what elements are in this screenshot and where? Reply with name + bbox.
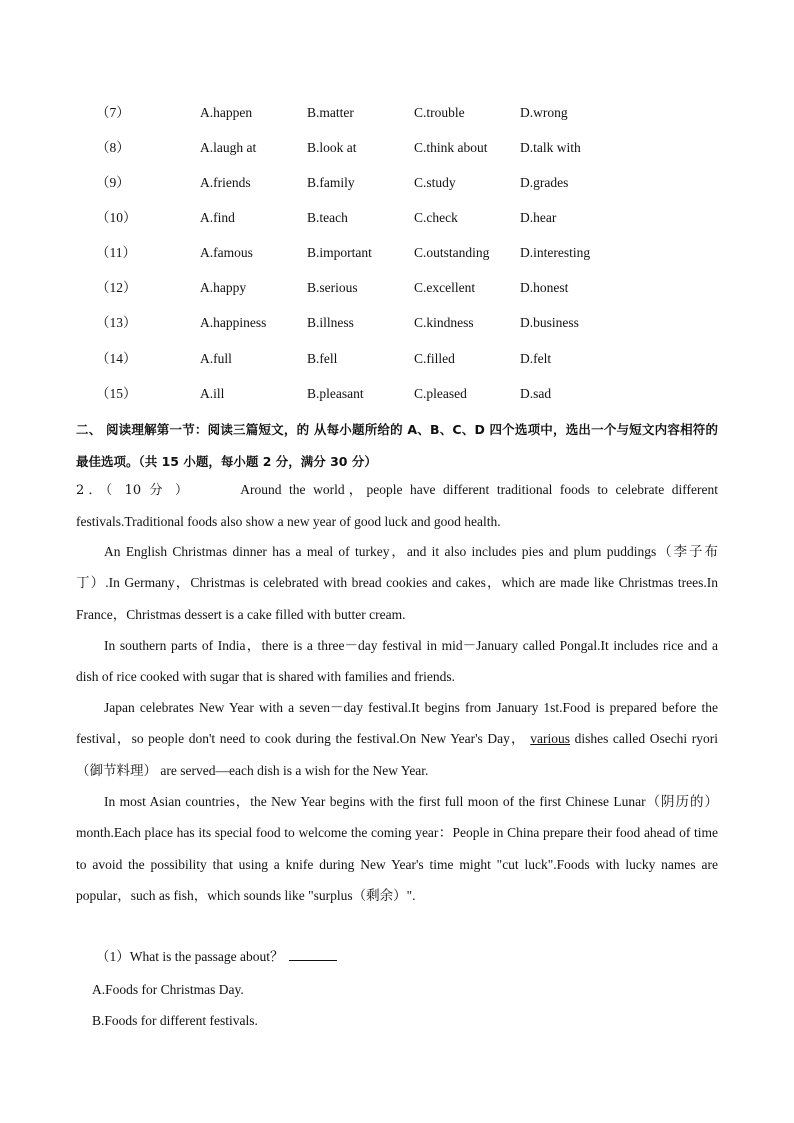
option-d: D.honest (520, 280, 569, 295)
option-row (0, 384, 794, 404)
option-row (0, 349, 794, 369)
option-row (0, 173, 794, 193)
option-c: C.study (414, 175, 456, 190)
passage-paragraph-3 (76, 692, 718, 786)
option-row (0, 278, 794, 298)
option-b: B.serious (307, 280, 358, 295)
question-1 (96, 943, 337, 971)
question-number: （12） (96, 280, 137, 295)
question-number: （8） (96, 140, 130, 155)
option-d: D.wrong (520, 105, 568, 120)
option-c: C.trouble (414, 105, 465, 120)
option-d: D.business (520, 315, 579, 330)
option-b: B.pleasant (307, 386, 364, 401)
answer-blank[interactable] (289, 946, 337, 961)
option-a: A.laugh at (200, 140, 257, 155)
choice-b[interactable]: B.Foods for different festivals. (92, 1013, 258, 1028)
question-number: （14） (96, 351, 137, 366)
option-d: D.grades (520, 175, 569, 190)
question-number: （9） (96, 175, 130, 190)
option-row (0, 243, 794, 263)
option-d: D.hear (520, 210, 557, 225)
option-c: C.check (414, 210, 458, 225)
option-a: A.happen (200, 105, 253, 120)
option-a: A.ill (200, 386, 225, 401)
option-a: A.happy (200, 280, 247, 295)
option-c: C.outstanding (414, 245, 490, 260)
paragraph-text: dishes called Osechi ryori（御节料理） are served—each dish is a wish for the New Year. (76, 731, 718, 778)
option-b: B.fell (307, 351, 338, 366)
section-heading: 二、 阅读理解第一节：阅读三篇短文，的 从每小题所给的 A、B、C、D 四个选项中，选出一个与短文内容相符的最佳选项。（共 15 小题，每小题 2 分，满分 30 分） (76, 422, 718, 469)
option-c: C.think about (414, 140, 488, 155)
option-a: A.full (200, 351, 232, 366)
choice-a[interactable]: A.Foods for Christmas Day. (92, 982, 244, 997)
option-d: D.interesting (520, 245, 591, 260)
paragraph-text: Japan celebrates New Year with a seven－day festival.It begins from January 1st.Food is prepared before the festival，so people don't need to cook during the festival.On New Year's Day， (76, 700, 718, 747)
option-b: B.important (307, 245, 372, 260)
question-number: （10） (96, 210, 137, 225)
option-c: C.kindness (414, 315, 474, 330)
option-c: C.pleased (414, 386, 467, 401)
passage-intro-text: Around the world，people have different traditional foods to celebrate different festivals.Traditional foods also show a new year of good luck and good health. (76, 482, 718, 530)
question-number: （13） (96, 315, 137, 330)
passage-intro (76, 474, 718, 538)
question-number: （15） (96, 386, 137, 401)
option-b: B.illness (307, 315, 354, 330)
underlined-word: various (530, 731, 571, 747)
option-b: B.look at (307, 140, 357, 155)
option-d: D.sad (520, 386, 552, 401)
option-b: B.matter (307, 105, 354, 120)
option-b: B.teach (307, 210, 348, 225)
option-row (0, 138, 794, 158)
question-text: （1）What is the passage about？ (96, 949, 284, 964)
option-a: A.find (200, 210, 235, 225)
option-d: D.felt (520, 351, 552, 366)
option-row (0, 208, 794, 228)
question-label: 2．（ 10 分 ） (76, 483, 193, 498)
option-a: A.happiness (200, 315, 267, 330)
option-c: C.excellent (414, 280, 476, 295)
option-row (0, 313, 794, 333)
option-c: C.filled (414, 351, 455, 366)
option-row (0, 103, 794, 123)
option-b: B.family (307, 175, 355, 190)
question-number: （11） (96, 245, 136, 260)
passage-paragraph-1: An English Christmas dinner has a meal of turkey，and it also includes pies and plum puddings（李子布丁）.In Germany，Christmas is celebrated with bread cookies and cakes，which are made like Christmas trees.In France，Christmas dessert is a cake filled with butter cream. (76, 544, 718, 622)
option-a: A.famous (200, 245, 253, 260)
question-number: （7） (96, 105, 130, 120)
passage-paragraph-4: In most Asian countries，the New Year begins with the first full moon of the first Chinese Lunar（阴历的）month.Each place has its special food to welcome the coming year：People in China prepare their food ahead of time to avoid the possibility that using a knife during New Year's time might "cut luck".Foods with lucky names are popular，such as fish，which sounds like "surplus（剩余）". (76, 794, 718, 903)
option-d: D.talk with (520, 140, 581, 155)
passage-paragraph-2: In southern parts of India，there is a three－day festival in mid－January called Pongal.It includes rice and a dish of rice cooked with sugar that is shared with families and friends. (76, 638, 718, 685)
option-a: A.friends (200, 175, 251, 190)
